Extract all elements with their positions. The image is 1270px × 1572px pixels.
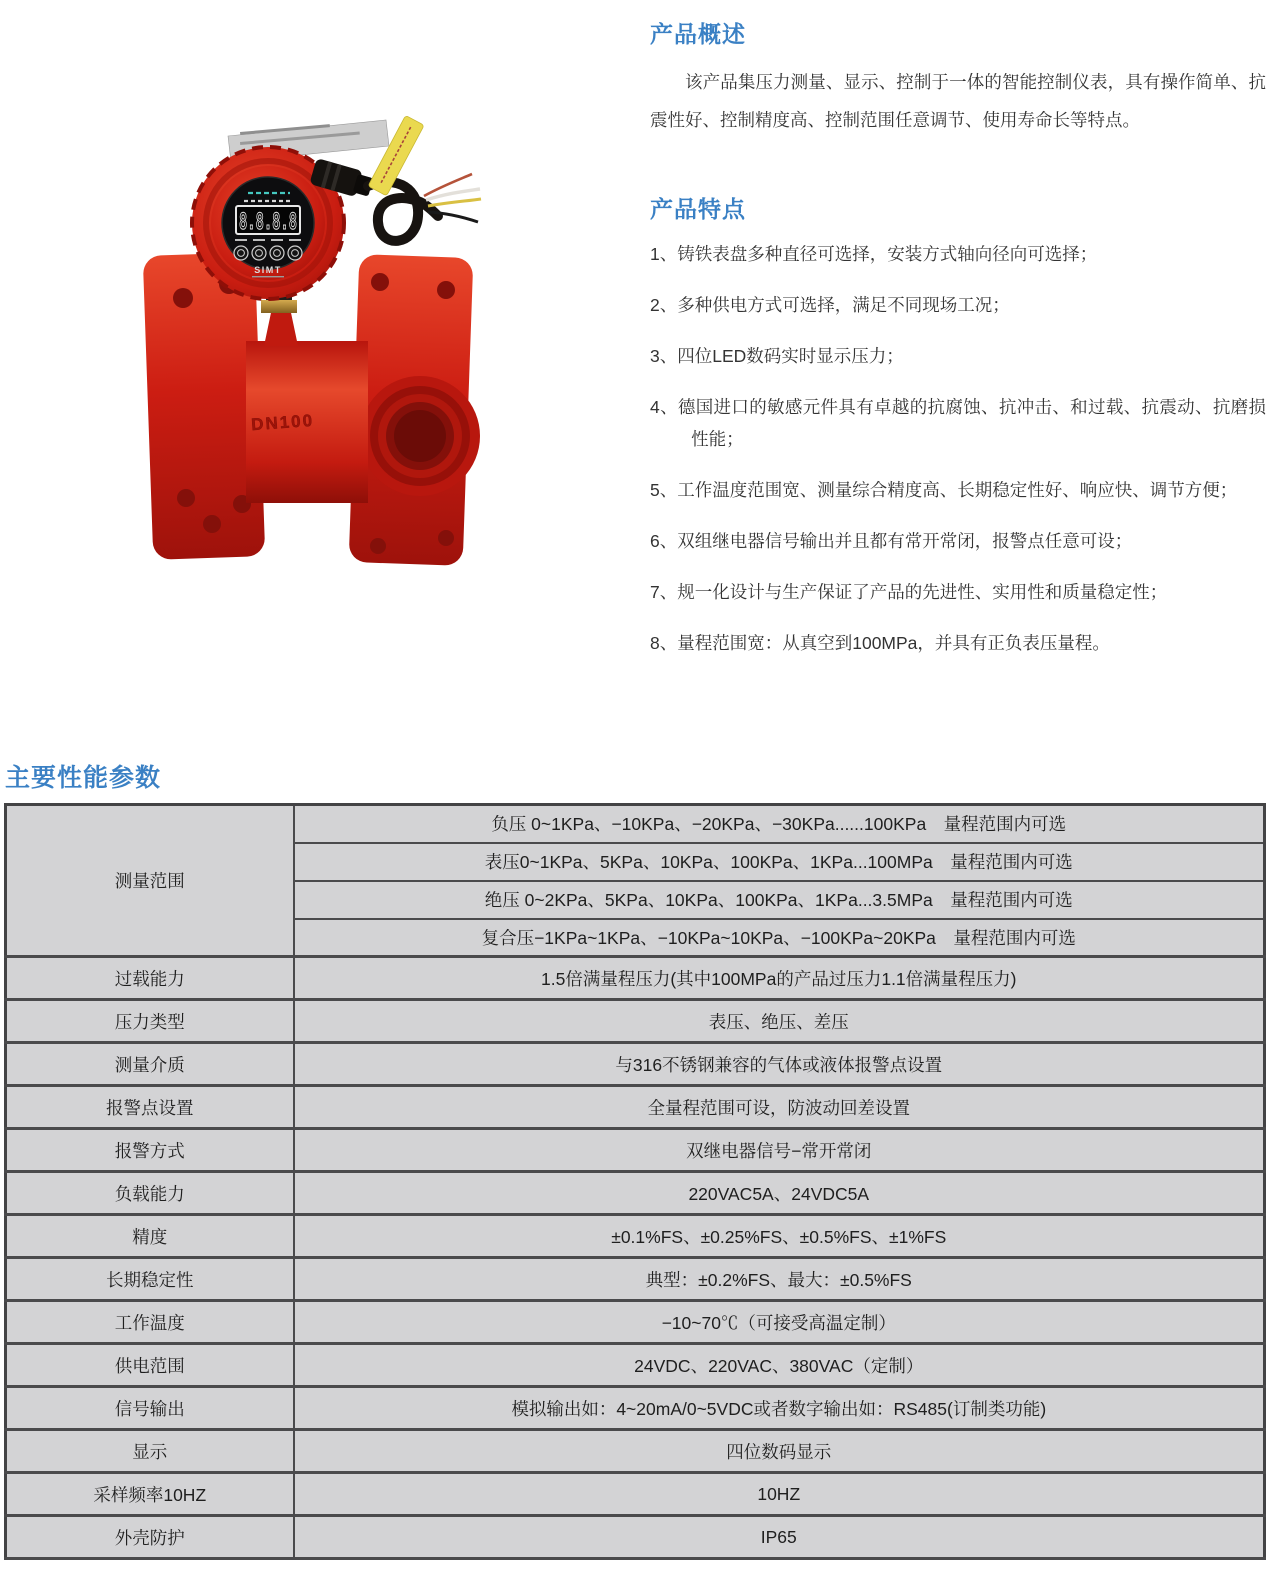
specs-heading: 主要性能参数 [5,764,162,792]
spec-label-cell: 外壳防护 [6,1516,294,1559]
table-row [6,1387,1265,1430]
table-row [6,1086,1265,1129]
spec-value-cell: 表压0~1KPa、5KPa、10KPa、100KPa、1KPa...100MPa 量程范围内可选 [294,843,1265,881]
spec-value-cell: 四位数码显示 [294,1430,1265,1473]
features-heading: 产品特点 [650,196,746,222]
spec-label-cell: 采样频率10HZ [6,1473,294,1516]
led-digits: 8.8.8.8 [239,210,297,235]
spec-label-cell: 压力类型 [6,1000,294,1043]
spec-value-cell: 绝压 0~2KPa、5KPa、10KPa、100KPa、1KPa...3.5MPa 量程范围内可选 [294,881,1265,919]
table-row [6,1129,1265,1172]
spec-label-cell: 报警点设置 [6,1086,294,1129]
feature-item: 2、多种供电方式可选择，满足不同现场工况； [650,295,1010,315]
feature-list [650,238,1266,659]
feature-item: 1、铸铁表盘多种直径可选择，安装方式轴向径向可选择； [650,244,1098,264]
spec-value-cell: 模拟输出如：4~20mA/0~5VDC或者数字输出如：RS485(订制类功能) [294,1387,1265,1430]
spec-value-cell: ±0.1%FS、±0.25%FS、±0.5%FS、±1%FS [294,1215,1265,1258]
table-row [6,1301,1265,1344]
wire-yellow [428,199,481,206]
spec-value-cell: 全量程范围可设，防波动回差设置 [294,1086,1265,1129]
overview-heading: 产品概述 [650,21,746,47]
pressure-controller-photo [128,106,483,571]
spec-label-cell: 报警方式 [6,1129,294,1172]
spec-label-cell: 测量介质 [6,1043,294,1086]
table-row [6,1473,1265,1516]
spec-label-cell: 精度 [6,1215,294,1258]
table-row [6,1043,1265,1086]
spec-value-cell: 表压、绝压、差压 [294,1000,1265,1043]
pipe-body [246,341,368,503]
spec-value-cell: 220VAC5A、24VDC5A [294,1172,1265,1215]
table-row [6,1430,1265,1473]
feature-item: 8、量程范围宽：从真空到100MPa，并具有正负表压量程。 [650,633,1110,653]
body-marking: DN100 [250,410,315,435]
spec-label-cell: 测量范围 [6,805,294,957]
table-row [6,1172,1265,1215]
spec-value-cell: 10HZ [294,1473,1265,1516]
spec-value-cell: −10~70℃（可接受高温定制） [294,1301,1265,1344]
feature-item: 5、工作温度范围宽、测量综合精度高、长期稳定性好、响应快、调节方便； [650,480,1238,500]
table-row [6,1000,1265,1043]
feature-item: 3、四位LED数码实时显示压力； [650,346,904,366]
overview-paragraph: 该产品集压力测量、显示、控制于一体的智能控制仪表，具有操作简单、抗震性好、控制精度高、控制范围任意调节、使用寿命长等特点。 [650,72,1266,130]
table-row [6,1516,1265,1559]
features-block [650,191,1266,659]
led-display [236,206,300,235]
table-row [6,1215,1265,1258]
table-row [6,1344,1265,1387]
spec-label-cell: 显示 [6,1430,294,1473]
brand-label: SIMT [254,265,282,275]
spec-value-cell: 典型：±0.2%FS、最大：±0.5%FS [294,1258,1265,1301]
spec-label-cell: 工作温度 [6,1301,294,1344]
feature-item: 4、德国进口的敏感元件具有卓越的抗腐蚀、抗冲击、和过载、抗震动、抗磨损性能； [650,397,1266,449]
spec-label-cell: 信号输出 [6,1387,294,1430]
spec-label-cell: 过载能力 [6,957,294,1000]
spec-value-cell: IP65 [294,1516,1265,1559]
spec-label-cell: 长期稳定性 [6,1258,294,1301]
specs-table [4,803,1266,1560]
feature-item: 7、规一化设计与生产保证了产品的先进性、实用性和质量稳定性； [650,582,1168,602]
spec-value-cell: 负压 0~1KPa、−10KPa、−20KPa、−30KPa......100KPa 量程范围内可选 [294,805,1265,843]
spec-value-cell: 双继电器信号−常开常闭 [294,1129,1265,1172]
spec-value-cell: 1.5倍满量程压力(其中100MPa的产品过压力1.1倍满量程压力) [294,957,1265,1000]
spec-value-cell: 与316不锈钢兼容的气体或液体报警点设置 [294,1043,1265,1086]
spec-value-cell: 24VDC、220VAC、380VAC（定制） [294,1344,1265,1387]
feature-item: 6、双组继电器信号输出并且都有常开常闭，报警点任意可设； [650,531,1133,551]
table-row [6,805,1265,843]
spec-value-cell: 复合压−1KPa~1KPa、−10KPa~10KPa、−100KPa~20KPa 量程范围内可选 [294,919,1265,957]
brand-underline [252,276,284,277]
right-column [650,16,1266,678]
top-section [0,0,1270,758]
flange-bore [360,376,480,496]
table-row [6,957,1265,1000]
table-row [6,1258,1265,1301]
spec-label-cell: 负载能力 [6,1172,294,1215]
right-flange [349,254,480,566]
spec-label-cell: 供电范围 [6,1344,294,1387]
product-photo [128,106,486,574]
